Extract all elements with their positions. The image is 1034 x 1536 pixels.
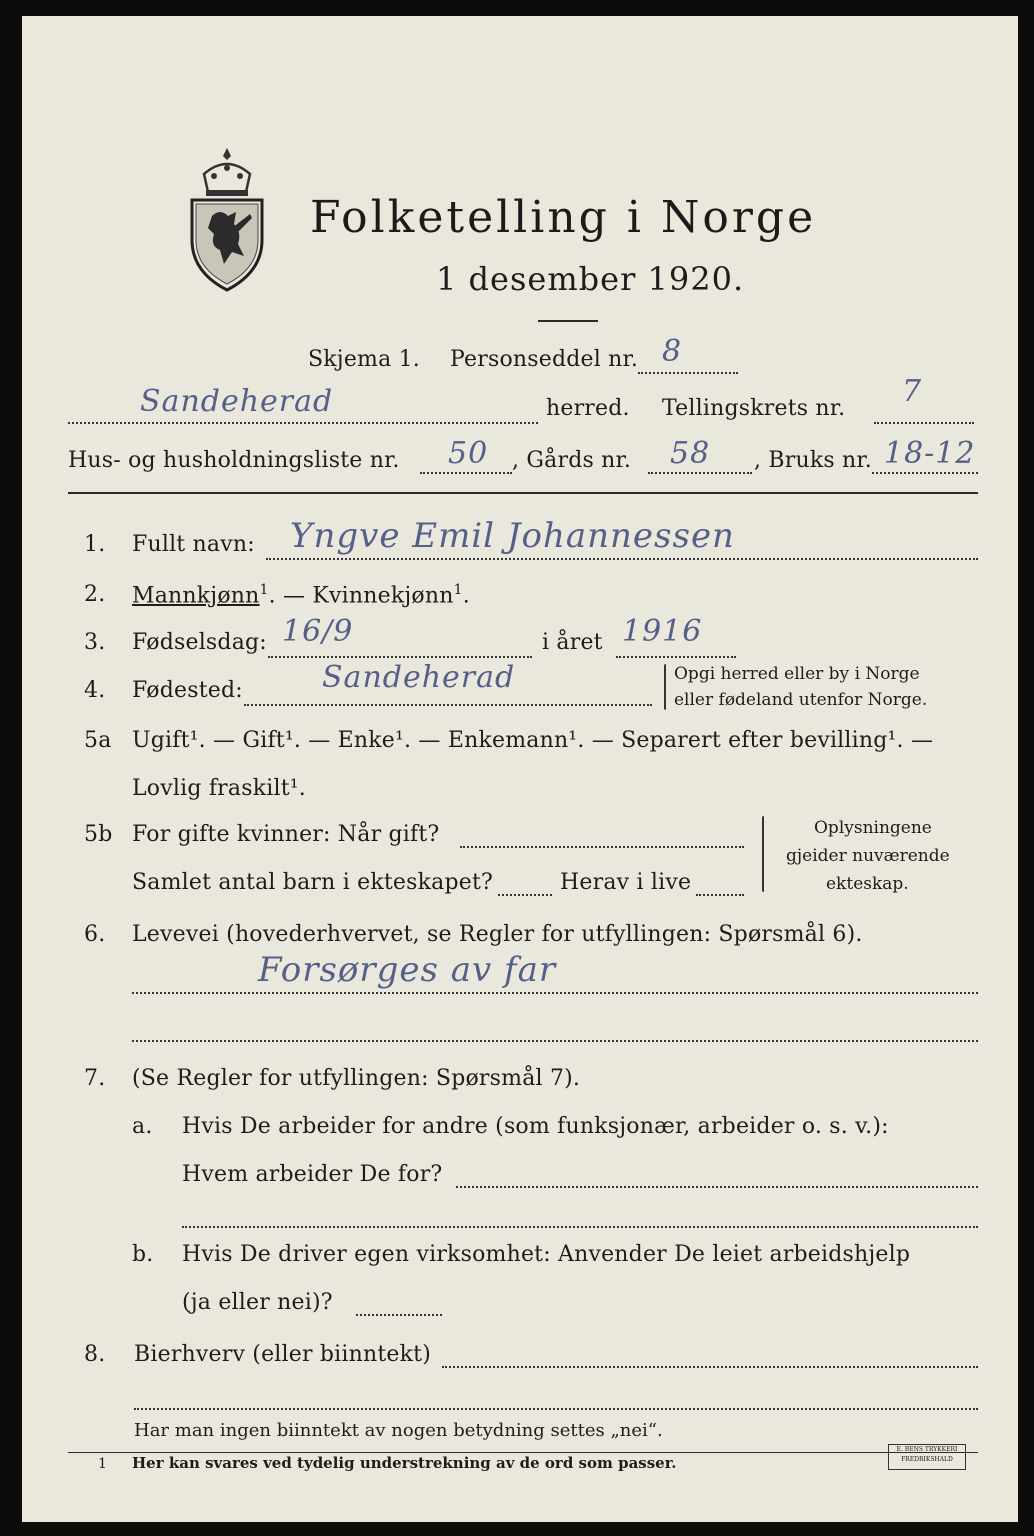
q5a-marital-status-cont[interactable]: Lovlig fraskilt¹. bbox=[132, 776, 306, 801]
q4-brace bbox=[664, 664, 666, 710]
printer-stamp bbox=[888, 1444, 966, 1470]
q8-line2 bbox=[134, 1408, 978, 1410]
form-date: 1 desember 1920. bbox=[436, 260, 745, 298]
norway-coat-of-arms-icon bbox=[184, 144, 270, 294]
skjema-label: Skjema 1. bbox=[308, 347, 421, 372]
hus-label: Hus- og husholdningsliste nr. bbox=[68, 448, 400, 473]
q5a-number: 5a bbox=[84, 728, 112, 753]
q4-label: Fødested: bbox=[132, 678, 243, 703]
q1-number: 1. bbox=[84, 532, 106, 557]
income-note: Har man ingen biinntekt av nogen betydning settes „nei“. bbox=[134, 1420, 663, 1441]
q7b-answer-line bbox=[356, 1314, 442, 1316]
q7a-number: a. bbox=[132, 1114, 153, 1139]
q2-male-option[interactable]: Mannkjønn bbox=[132, 583, 260, 609]
q7-number: 7. bbox=[84, 1066, 106, 1091]
q7a-answer-line2 bbox=[182, 1226, 978, 1228]
q8-number: 8. bbox=[84, 1342, 106, 1367]
q7b-line1: Hvis De driver egen virksomhet: Anvender De leiet arbeidshjelp bbox=[182, 1242, 911, 1267]
q2-gender bbox=[132, 582, 470, 608]
q6-line2 bbox=[132, 1040, 978, 1042]
herred-line bbox=[68, 422, 538, 424]
printer-stamp-line2: FREDRIKSHALD bbox=[901, 1456, 953, 1463]
q5a-marital-status[interactable]: Ugift¹. — Gift¹. — Enke¹. — Enkemann¹. — Separert efter bevilling¹. — bbox=[132, 728, 934, 753]
personseddel-value[interactable]: 8 bbox=[662, 334, 683, 369]
footnote-text: Her kan svares ved tydelig understrekning av de ord som passer. bbox=[132, 1454, 677, 1472]
hus-value[interactable]: 50 bbox=[448, 436, 489, 471]
q7a-answer-line bbox=[456, 1186, 978, 1188]
q3-number: 3. bbox=[84, 630, 106, 655]
q1-label: Fullt navn: bbox=[132, 532, 255, 557]
form-title: Folketelling i Norge bbox=[310, 192, 817, 243]
q6-label: Levevei (hovederhvervet, se Regler for utfyllingen: Spørsmål 6). bbox=[132, 922, 863, 947]
tellingskrets-label: Tellingskrets nr. bbox=[662, 396, 846, 421]
herred-value[interactable]: Sandeherad bbox=[140, 384, 334, 419]
q3-label: Fødselsdag: bbox=[132, 630, 267, 655]
q6-number: 6. bbox=[84, 922, 106, 947]
q7b-number: b. bbox=[132, 1242, 154, 1267]
title-divider bbox=[538, 320, 598, 322]
bruks-value[interactable]: 18-12 bbox=[884, 436, 976, 471]
q8-line1 bbox=[442, 1366, 978, 1368]
q6-line1 bbox=[132, 992, 978, 994]
q3-year-label: i året bbox=[542, 630, 603, 655]
q5b-note-line3: ekteskap. bbox=[826, 874, 909, 894]
q8-label: Bierhverv (eller biinntekt) bbox=[134, 1342, 432, 1367]
q5b-children-label: Samlet antal barn i ekteskapet? bbox=[132, 870, 494, 895]
q7b-line2: (ja eller nei)? bbox=[182, 1290, 333, 1315]
header-separator bbox=[68, 492, 978, 494]
q7a-line2: Hvem arbeider De for? bbox=[182, 1162, 443, 1187]
bruks-line bbox=[872, 472, 978, 474]
personseddel-line bbox=[638, 372, 738, 374]
q7a-line1: Hvis De arbeider for andre (som funksjonær, arbeider o. s. v.): bbox=[182, 1114, 889, 1139]
q2-end: . bbox=[462, 583, 470, 609]
q2-female-footnote-mark: 1 bbox=[453, 582, 463, 598]
tellingskrets-value[interactable]: 7 bbox=[902, 374, 923, 409]
q3-line bbox=[268, 656, 532, 658]
q2-separator: . — bbox=[268, 583, 313, 609]
herred-label: herred. bbox=[546, 396, 630, 421]
q7-label: (Se Regler for utfyllingen: Spørsmål 7). bbox=[132, 1066, 581, 1091]
q1-value-full-name[interactable]: Yngve Emil Johannessen bbox=[290, 516, 735, 556]
gards-line bbox=[648, 472, 752, 474]
q6-occupation-value[interactable]: Forsørges av far bbox=[258, 950, 557, 990]
gards-value[interactable]: 58 bbox=[670, 436, 711, 471]
q5b-brace bbox=[762, 816, 764, 892]
q2-number: 2. bbox=[84, 582, 106, 607]
hus-line bbox=[420, 472, 512, 474]
q3-birthday-value[interactable]: 16/9 bbox=[282, 614, 354, 649]
tellingskrets-line bbox=[874, 422, 974, 424]
q4-note-line1: Opgi herred eller by i Norge bbox=[674, 664, 920, 684]
q5b-note-line2: gjeider nuværende bbox=[786, 846, 950, 866]
q4-number: 4. bbox=[84, 678, 106, 703]
q5b-when-married-label: For gifte kvinner: Når gift? bbox=[132, 822, 440, 847]
q1-line bbox=[266, 558, 978, 560]
bruks-label: , Bruks nr. bbox=[754, 448, 872, 473]
printer-stamp-line1: E. BENS TRYKKERI bbox=[896, 1446, 958, 1453]
footnote-separator bbox=[68, 1452, 978, 1453]
personseddel-label: Personseddel nr. bbox=[450, 347, 639, 372]
q4-line bbox=[244, 704, 652, 706]
q5b-note-line1: Oplysningene bbox=[814, 818, 932, 838]
gards-label: , Gårds nr. bbox=[512, 448, 632, 473]
q2-male-footnote-mark: 1 bbox=[259, 582, 269, 598]
census-form bbox=[22, 16, 1018, 1522]
q2-female-option[interactable]: Kvinnekjønn bbox=[312, 583, 454, 609]
q5b-children-line bbox=[498, 894, 552, 896]
q3-year-value[interactable]: 1916 bbox=[622, 614, 703, 649]
q4-birthplace-value[interactable]: Sandeherad bbox=[322, 660, 516, 695]
q5b-alive-line bbox=[696, 894, 744, 896]
q5b-number: 5b bbox=[84, 822, 113, 847]
q4-note-line2: eller fødeland utenfor Norge. bbox=[674, 690, 928, 710]
q3-year-line bbox=[616, 656, 736, 658]
footnote-number: 1 bbox=[98, 1456, 107, 1472]
q5b-when-married-line bbox=[460, 846, 744, 848]
q5b-alive-label: Herav i live bbox=[560, 870, 692, 895]
